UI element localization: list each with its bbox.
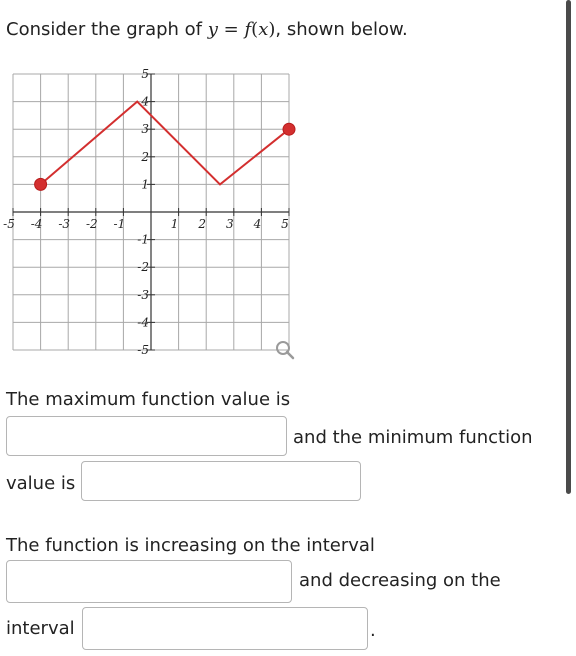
function-line [41,102,289,185]
equals-sign: = [223,19,239,40]
y-tick-label: 1 [141,177,149,192]
paren-close: ) [268,19,276,40]
x-tick-label: 3 [225,217,234,231]
x-tick-label: -2 [85,217,98,231]
x-tick-label: 4 [253,217,262,231]
var-x: x [258,19,269,40]
function-curve [35,102,295,191]
y-tick-label: 4 [141,94,149,109]
y-tick-label: 2 [141,149,149,164]
x-tick-label: -5 [3,217,15,231]
y-tick-label: -4 [137,315,149,330]
endpoint-dot [283,123,295,135]
decreasing-interval-input[interactable] [82,607,368,650]
question-intro [6,19,408,41]
func-f: f [244,19,252,40]
x-tick-label: 5 [281,217,289,231]
y-tick-label: -2 [137,260,149,275]
max-value-input[interactable] [6,416,287,456]
x-tick-label: -3 [58,217,71,231]
min-value-input[interactable] [81,461,361,501]
y-tick-label: -5 [137,343,149,357]
endpoint-dot [35,178,47,190]
intro-text: Consider the graph of [6,19,203,40]
y-tick-label: 3 [141,122,149,137]
x-tick-label: -4 [30,217,43,231]
period: . [370,620,376,641]
var-y: y [207,19,218,40]
min-question: and the minimum function [293,427,533,448]
x-tick-label: -1 [113,217,126,231]
x-tick-label: 1 [170,217,179,231]
max-question: The maximum function value is [6,389,291,410]
increasing-question: The function is increasing on the interval [6,535,375,556]
paren-open: ( [251,19,259,40]
y-tick-label: -3 [137,287,149,302]
x-tick-label: 2 [198,217,207,231]
y-tick-label: -1 [137,232,149,247]
decreasing-question: and decreasing on the [299,570,501,591]
intro-suffix: , shown below. [275,19,408,40]
value-is-label: value is [6,473,76,494]
function-graph [0,60,310,370]
y-tick-label: 5 [141,67,149,81]
increasing-interval-input[interactable] [6,560,292,603]
scrollbar[interactable] [566,0,571,494]
interval-label: interval [6,618,75,639]
